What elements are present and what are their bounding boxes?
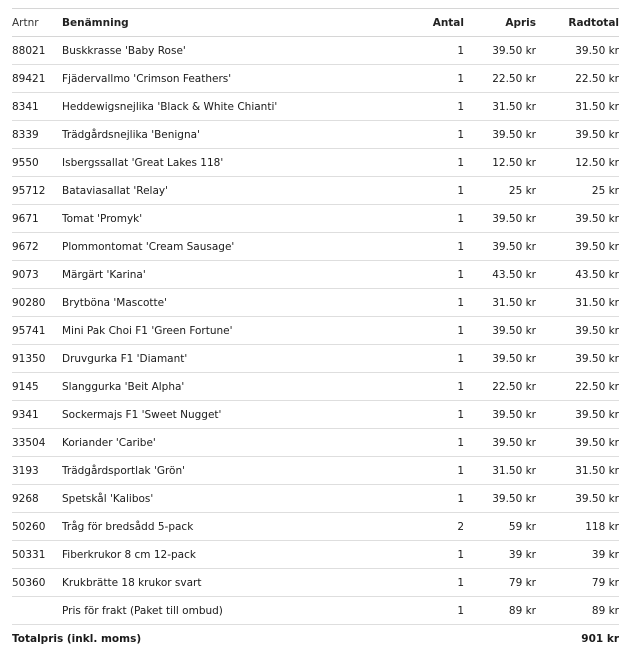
cell-name: Plommontomat 'Cream Sausage' <box>62 233 362 261</box>
cell-price: 25 kr <box>464 177 536 205</box>
cell-artnr: 9672 <box>12 233 62 261</box>
table-row <box>12 317 619 345</box>
cell-qty: 1 <box>362 289 464 317</box>
cell-price: 22.50 kr <box>464 65 536 93</box>
header-row <box>12 9 619 37</box>
cell-artnr: 9145 <box>12 373 62 401</box>
cell-price: 39.50 kr <box>464 121 536 149</box>
cell-name: Tråg för bredsådd 5-pack <box>62 513 362 541</box>
cell-price: 39.50 kr <box>464 233 536 261</box>
table-row <box>12 569 619 597</box>
table-row <box>12 597 619 625</box>
cell-name: Sockermajs F1 'Sweet Nugget' <box>62 401 362 429</box>
cell-name: Druvgurka F1 'Diamant' <box>62 345 362 373</box>
cell-total: 79 kr <box>536 569 619 597</box>
cell-total: 39.50 kr <box>536 37 619 65</box>
cell-name: Heddewigsnejlika 'Black & White Chianti' <box>62 93 362 121</box>
table-row <box>12 65 619 93</box>
cell-name: Spetskål 'Kalibos' <box>62 485 362 513</box>
cell-total: 22.50 kr <box>536 373 619 401</box>
table-row <box>12 485 619 513</box>
cell-price: 59 kr <box>464 513 536 541</box>
cell-qty: 2 <box>362 513 464 541</box>
cell-name: Fjädervallmo 'Crimson Feathers' <box>62 65 362 93</box>
table-row <box>12 177 619 205</box>
cell-name: Trädgårdsportlak 'Grön' <box>62 457 362 485</box>
cell-price: 39.50 kr <box>464 345 536 373</box>
cell-qty: 1 <box>362 233 464 261</box>
cell-price: 39 kr <box>464 541 536 569</box>
cell-qty: 1 <box>362 345 464 373</box>
cell-qty: 1 <box>362 457 464 485</box>
cell-artnr: 50331 <box>12 541 62 569</box>
table-body <box>12 37 619 625</box>
cell-qty: 1 <box>362 37 464 65</box>
cell-qty: 1 <box>362 597 464 625</box>
cell-total: 39.50 kr <box>536 401 619 429</box>
cell-name: Pris för frakt (Paket till ombud) <box>62 597 362 625</box>
table-footer <box>12 625 619 653</box>
cell-name: Buskkrasse 'Baby Rose' <box>62 37 362 65</box>
cell-price: 31.50 kr <box>464 289 536 317</box>
header-total: Radtotal <box>536 9 619 37</box>
cell-qty: 1 <box>362 317 464 345</box>
table-row <box>12 373 619 401</box>
cell-price: 31.50 kr <box>464 457 536 485</box>
cell-total: 31.50 kr <box>536 289 619 317</box>
cell-artnr: 3193 <box>12 457 62 485</box>
cell-total: 22.50 kr <box>536 65 619 93</box>
cell-artnr: 8341 <box>12 93 62 121</box>
cell-total: 31.50 kr <box>536 93 619 121</box>
table-row <box>12 149 619 177</box>
header-artnr: Artnr <box>12 9 62 37</box>
table-row <box>12 345 619 373</box>
cell-artnr: 9341 <box>12 401 62 429</box>
cell-qty: 1 <box>362 569 464 597</box>
table-row <box>12 233 619 261</box>
table-row <box>12 429 619 457</box>
cell-price: 39.50 kr <box>464 37 536 65</box>
table-row <box>12 93 619 121</box>
total-value: 901 kr <box>581 632 619 645</box>
cell-price: 39.50 kr <box>464 205 536 233</box>
cell-price: 39.50 kr <box>464 429 536 457</box>
table-row <box>12 541 619 569</box>
cell-total: 39.50 kr <box>536 429 619 457</box>
table-row <box>12 401 619 429</box>
order-table <box>12 8 619 653</box>
cell-total: 39.50 kr <box>536 345 619 373</box>
cell-artnr: 88021 <box>12 37 62 65</box>
cell-qty: 1 <box>362 121 464 149</box>
cell-artnr: 50260 <box>12 513 62 541</box>
cell-total: 43.50 kr <box>536 261 619 289</box>
cell-name: Mini Pak Choi F1 'Green Fortune' <box>62 317 362 345</box>
cell-total: 39.50 kr <box>536 317 619 345</box>
cell-total: 25 kr <box>536 177 619 205</box>
cell-name: Fiberkrukor 8 cm 12-pack <box>62 541 362 569</box>
total-row <box>12 625 619 653</box>
cell-total: 39.50 kr <box>536 233 619 261</box>
cell-price: 22.50 kr <box>464 373 536 401</box>
cell-name: Bataviasallat 'Relay' <box>62 177 362 205</box>
cell-artnr: 8339 <box>12 121 62 149</box>
cell-price: 31.50 kr <box>464 93 536 121</box>
cell-total: 39.50 kr <box>536 205 619 233</box>
cell-artnr: 89421 <box>12 65 62 93</box>
table-row <box>12 37 619 65</box>
cell-price: 12.50 kr <box>464 149 536 177</box>
total-label: Totalpris (inkl. moms) <box>12 632 142 645</box>
cell-artnr: 50360 <box>12 569 62 597</box>
total-spacer <box>362 625 464 653</box>
cell-qty: 1 <box>362 149 464 177</box>
cell-artnr: 33504 <box>12 429 62 457</box>
cell-total: 12.50 kr <box>536 149 619 177</box>
cell-qty: 1 <box>362 485 464 513</box>
cell-price: 79 kr <box>464 569 536 597</box>
table-row <box>12 513 619 541</box>
cell-qty: 1 <box>362 93 464 121</box>
header-qty: Antal <box>362 9 464 37</box>
cell-artnr: 91350 <box>12 345 62 373</box>
table-row <box>12 205 619 233</box>
cell-name: Märgärt 'Karina' <box>62 261 362 289</box>
cell-price: 89 kr <box>464 597 536 625</box>
cell-artnr: 9268 <box>12 485 62 513</box>
cell-price: 39.50 kr <box>464 401 536 429</box>
cell-artnr: 9671 <box>12 205 62 233</box>
cell-qty: 1 <box>362 373 464 401</box>
cell-qty: 1 <box>362 541 464 569</box>
table-header <box>12 9 619 37</box>
cell-qty: 1 <box>362 177 464 205</box>
cell-artnr: 9073 <box>12 261 62 289</box>
cell-qty: 1 <box>362 65 464 93</box>
cell-total: 118 kr <box>536 513 619 541</box>
cell-artnr: 95741 <box>12 317 62 345</box>
cell-artnr: 90280 <box>12 289 62 317</box>
cell-name: Krukbrätte 18 krukor svart <box>62 569 362 597</box>
cell-price: 39.50 kr <box>464 317 536 345</box>
cell-qty: 1 <box>362 261 464 289</box>
table-row <box>12 261 619 289</box>
cell-total: 89 kr <box>536 597 619 625</box>
table-row <box>12 289 619 317</box>
cell-artnr <box>12 597 62 625</box>
cell-name: Brytböna 'Mascotte' <box>62 289 362 317</box>
cell-name: Tomat 'Promyk' <box>62 205 362 233</box>
cell-qty: 1 <box>362 429 464 457</box>
cell-name: Koriander 'Caribe' <box>62 429 362 457</box>
cell-qty: 1 <box>362 401 464 429</box>
cell-name: Isbergssallat 'Great Lakes 118' <box>62 149 362 177</box>
cell-artnr: 9550 <box>12 149 62 177</box>
cell-total: 31.50 kr <box>536 457 619 485</box>
cell-name: Slanggurka 'Beit Alpha' <box>62 373 362 401</box>
cell-name: Trädgårdsnejlika 'Benigna' <box>62 121 362 149</box>
cell-price: 43.50 kr <box>464 261 536 289</box>
cell-price: 39.50 kr <box>464 485 536 513</box>
total-spacer-2 <box>464 625 536 653</box>
cell-artnr: 95712 <box>12 177 62 205</box>
header-price: Apris <box>464 9 536 37</box>
cell-total: 39 kr <box>536 541 619 569</box>
cell-total: 39.50 kr <box>536 485 619 513</box>
table-row <box>12 457 619 485</box>
cell-total: 39.50 kr <box>536 121 619 149</box>
table-row <box>12 121 619 149</box>
cell-qty: 1 <box>362 205 464 233</box>
header-name: Benämning <box>62 9 362 37</box>
